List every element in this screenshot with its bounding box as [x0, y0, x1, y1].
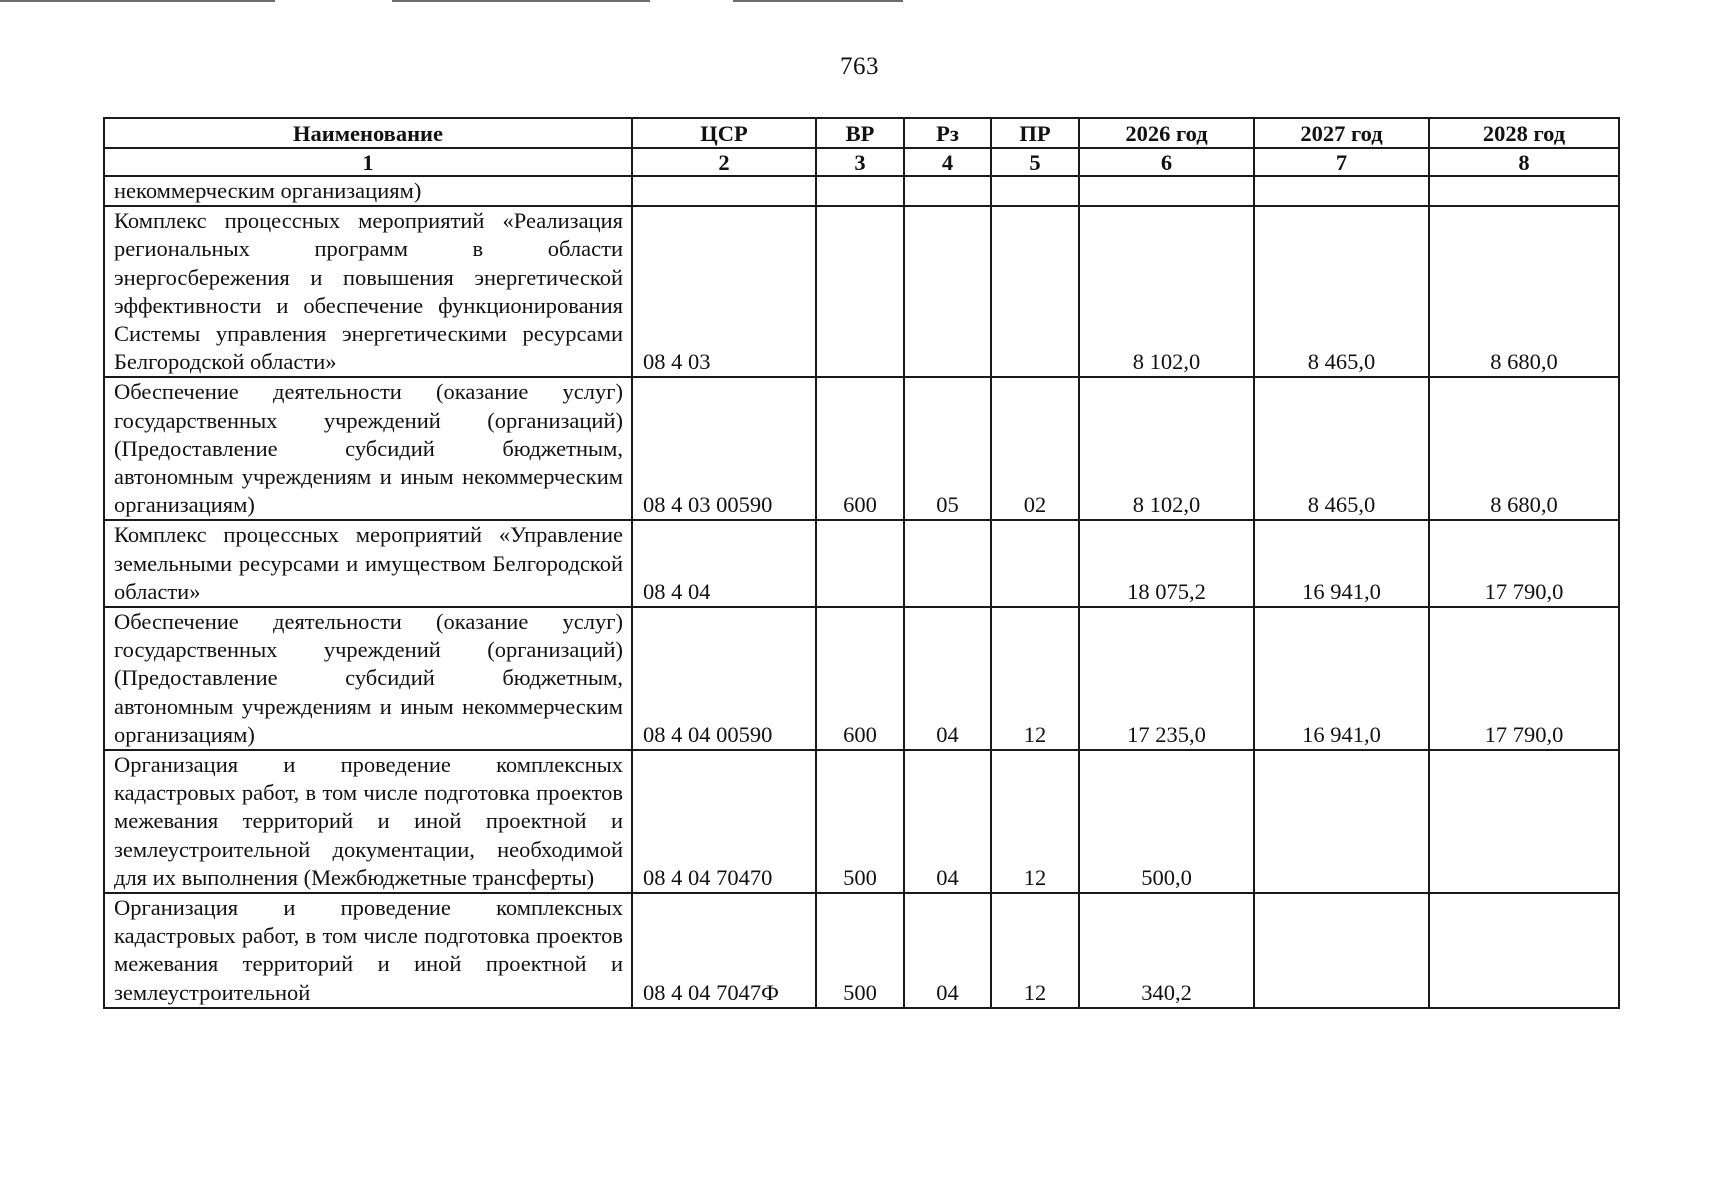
column-number: 3 — [816, 148, 904, 176]
row-csr: 08 4 04 — [632, 520, 816, 607]
row-csr — [632, 176, 816, 206]
row-rz: 04 — [904, 893, 991, 1008]
row-name: некоммерческим организациям) — [104, 176, 632, 206]
row-amount-2027 — [1254, 750, 1429, 893]
table-row — [104, 750, 1619, 893]
row-pr — [991, 520, 1079, 607]
scan-edge-line — [733, 0, 903, 2]
table-row — [104, 176, 1619, 206]
row-name: Комплекс процессных мероприятий «Реализация региональных программ в области энергосбережения и повышения энергетической эффективности и обеспечение функционирования Системы управления энергетическими ресурсами Белгородской области» — [104, 206, 632, 377]
row-amount-2026: 340,2 — [1079, 893, 1254, 1008]
row-vr: 500 — [816, 750, 904, 893]
row-pr: 12 — [991, 750, 1079, 893]
table-row — [104, 607, 1619, 750]
row-vr — [816, 520, 904, 607]
row-amount-2027: 8 465,0 — [1254, 377, 1429, 520]
row-rz — [904, 206, 991, 377]
row-name: Обеспечение деятельности (оказание услуг) государственных учреждений (организаций) (Предоставление субсидий бюджетным, автономным учреждениям и иным некоммерческим организациям) — [104, 377, 632, 520]
row-amount-2027: 16 941,0 — [1254, 607, 1429, 750]
row-amount-2026 — [1079, 176, 1254, 206]
row-amount-2026: 8 102,0 — [1079, 377, 1254, 520]
row-amount-2028: 17 790,0 — [1429, 607, 1619, 750]
row-name: Комплекс процессных мероприятий «Управление земельными ресурсами и имуществом Белгородской области» — [104, 520, 632, 607]
table-row — [104, 520, 1619, 607]
row-vr: 500 — [816, 893, 904, 1008]
column-number: 7 — [1254, 148, 1429, 176]
row-pr: 12 — [991, 607, 1079, 750]
row-name: Организация и проведение комплексных кадастровых работ, в том числе подготовка проектов межевания территорий и иной проектной и землеустроительной — [104, 893, 632, 1008]
column-number: 2 — [632, 148, 816, 176]
row-rz: 04 — [904, 607, 991, 750]
row-amount-2028: 17 790,0 — [1429, 520, 1619, 607]
column-header-rz: Рз — [904, 118, 991, 148]
row-name: Обеспечение деятельности (оказание услуг) государственных учреждений (организаций) (Предоставление субсидий бюджетным, автономным учреждениям и иным некоммерческим организациям) — [104, 607, 632, 750]
column-number: 4 — [904, 148, 991, 176]
column-number: 6 — [1079, 148, 1254, 176]
column-header-vr: ВР — [816, 118, 904, 148]
table-row — [104, 206, 1619, 377]
table-header-row — [104, 118, 1619, 148]
row-pr: 02 — [991, 377, 1079, 520]
row-pr — [991, 206, 1079, 377]
column-header-csr: ЦСР — [632, 118, 816, 148]
budget-table — [103, 117, 1620, 1009]
column-number: 8 — [1429, 148, 1619, 176]
row-amount-2026: 500,0 — [1079, 750, 1254, 893]
row-amount-2027: 16 941,0 — [1254, 520, 1429, 607]
row-amount-2026: 18 075,2 — [1079, 520, 1254, 607]
row-pr — [991, 176, 1079, 206]
row-csr: 08 4 04 70470 — [632, 750, 816, 893]
row-csr: 08 4 03 00590 — [632, 377, 816, 520]
row-vr — [816, 176, 904, 206]
column-header-2028: 2028 год — [1429, 118, 1619, 148]
row-vr: 600 — [816, 377, 904, 520]
column-number: 5 — [991, 148, 1079, 176]
row-csr: 08 4 03 — [632, 206, 816, 377]
row-amount-2027 — [1254, 176, 1429, 206]
row-rz — [904, 520, 991, 607]
column-number-row — [104, 148, 1619, 176]
table-row — [104, 377, 1619, 520]
column-header-pr: ПР — [991, 118, 1079, 148]
column-header-name: Наименование — [104, 118, 632, 148]
row-amount-2028: 8 680,0 — [1429, 377, 1619, 520]
row-amount-2027: 8 465,0 — [1254, 206, 1429, 377]
column-header-2027: 2027 год — [1254, 118, 1429, 148]
row-pr: 12 — [991, 893, 1079, 1008]
row-rz — [904, 176, 991, 206]
row-amount-2028 — [1429, 176, 1619, 206]
row-amount-2028 — [1429, 893, 1619, 1008]
row-amount-2026: 8 102,0 — [1079, 206, 1254, 377]
row-amount-2027 — [1254, 893, 1429, 1008]
row-amount-2026: 17 235,0 — [1079, 607, 1254, 750]
column-number: 1 — [104, 148, 632, 176]
row-rz: 04 — [904, 750, 991, 893]
table-row — [104, 893, 1619, 1008]
row-amount-2028 — [1429, 750, 1619, 893]
row-csr: 08 4 04 7047Ф — [632, 893, 816, 1008]
scan-edge-line — [392, 0, 650, 2]
row-vr: 600 — [816, 607, 904, 750]
column-header-2026: 2026 год — [1079, 118, 1254, 148]
row-name: Организация и проведение комплексных кадастровых работ, в том числе подготовка проектов межевания территорий и иной проектной и землеустроительной документации, необходимой для их выполнения (Межбюджетные трансферты) — [104, 750, 632, 893]
row-rz: 05 — [904, 377, 991, 520]
scan-edge-line — [0, 0, 275, 2]
row-vr — [816, 206, 904, 377]
page-number: 763 — [840, 53, 879, 80]
row-csr: 08 4 04 00590 — [632, 607, 816, 750]
row-amount-2028: 8 680,0 — [1429, 206, 1619, 377]
